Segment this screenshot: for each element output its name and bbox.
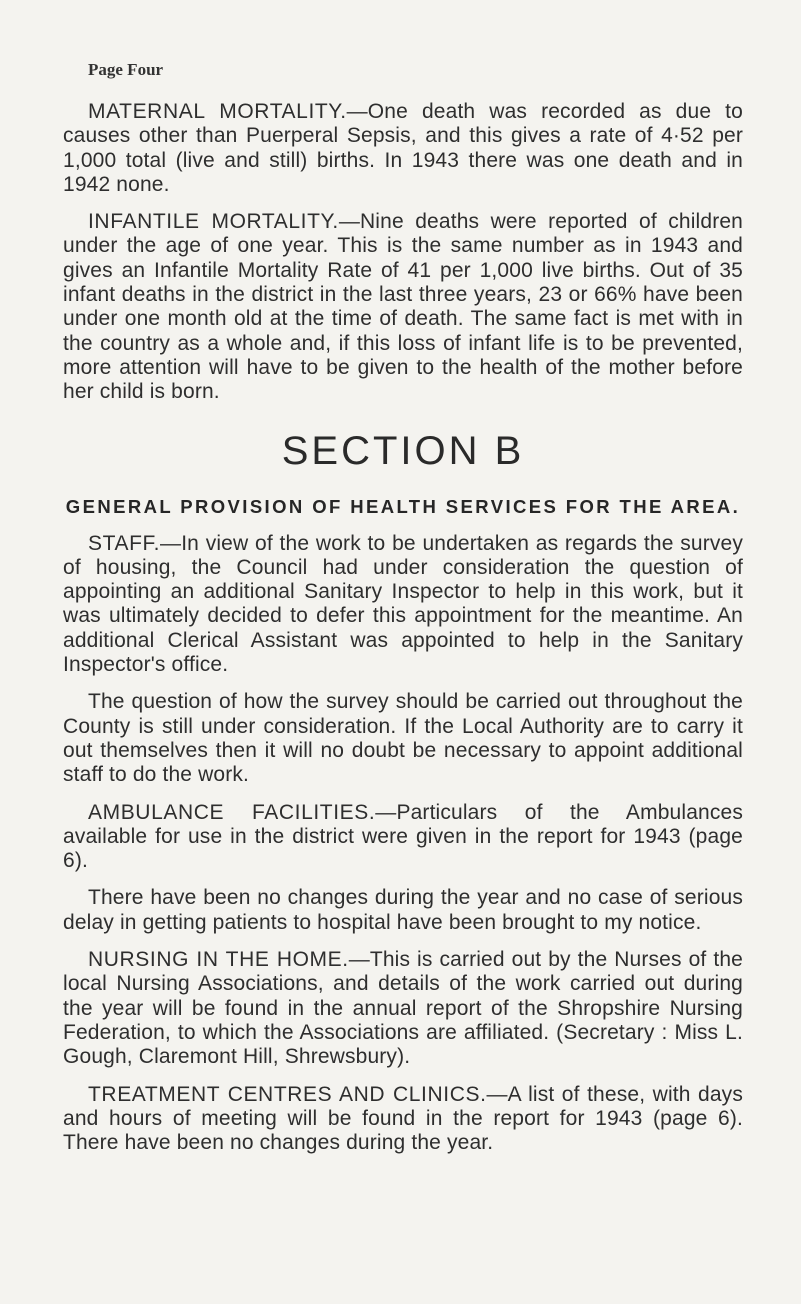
heading-nursing: NURSING IN THE HOME.	[88, 948, 349, 972]
paragraph-infantile-mortality	[63, 210, 743, 404]
text-infantile-mortality: —Nine deaths were reported of children under the age of one year. This is the same number as in 1943 and gives an Infantile Mortality Rate of 41 per 1,000 live births. Out of 35 infant deaths in the district in the last three years, 23 or 66% have been under one month old at the time of death. The same fact is met with in the country as a whole and, if this loss of infant life is to be prevented, more attention will have to be given to the health of the mother before her child is born.	[63, 210, 743, 404]
heading-ambulance: AMBULANCE FACILITIES.	[88, 800, 376, 824]
text-treatment: —A list of these, with days and hours of meeting will be found in the report for 1943 (page 6). There have been no changes during the year.	[63, 1082, 743, 1155]
heading-staff: STAFF.	[88, 531, 161, 555]
text-survey: The question of how the survey should be carried out throughout the County is still under consideration. If the Local Authority are to carry it out themselves then it will no doubt be necessary to appoint additional staff to do the work.	[63, 690, 743, 787]
text-ambulance-changes: There have been no changes during the year and no case of serious delay in getting patients to hospital have been brought to my notice.	[63, 886, 743, 934]
text-maternal-mortality: —One death was recorded as due to causes other than Puerperal Sepsis, and this gives a rate of 4·52 per 1,000 total (live and still) births. In 1943 there was one death and in 1942 none.	[63, 100, 743, 196]
section-b-subtitle: GENERAL PROVISION OF HEALTH SERVICES FOR THE AREA.	[65, 495, 741, 517]
page-body	[63, 100, 743, 1168]
text-staff: —In view of the work to be undertaken as regards the survey of housing, the Council had under consideration the question of appointing an additional Sanitary Inspector to help in this work, but it was ultimately decided to defer this appointment for the meantime. An additional Clerical Assistant was appointed to help in the Sanitary Inspector's office.	[63, 531, 743, 677]
heading-treatment: TREATMENT CENTRES AND CLINICS.	[88, 1082, 487, 1106]
paragraph-maternal-mortality	[63, 100, 743, 197]
paragraph-survey	[63, 690, 743, 787]
paragraph-ambulance	[63, 801, 743, 874]
heading-maternal-mortality: MATERNAL MORTALITY.	[88, 100, 347, 123]
text-nursing: —This is carried out by the Nurses of the local Nursing Associations, and details of the work carried out during the year will be found in the annual report of the Shropshire Nursing Federation, to which the Associations are affiliated. (Secretary : Miss L. Gough, Claremont Hill, Shrewsbury).	[63, 948, 743, 1069]
page-number-label: Page Four	[88, 60, 164, 79]
heading-infantile-mortality: INFANTILE MORTALITY.	[88, 210, 339, 234]
text-ambulance: —Particulars of the Ambulances available for use in the district were given in the report for 1943 (page 6).	[63, 800, 743, 873]
paragraph-staff	[63, 532, 743, 678]
section-b-title: SECTION B	[281, 428, 525, 473]
paragraph-nursing	[63, 948, 743, 1069]
paragraph-treatment	[63, 1083, 743, 1156]
paragraph-ambulance-changes	[63, 886, 743, 935]
